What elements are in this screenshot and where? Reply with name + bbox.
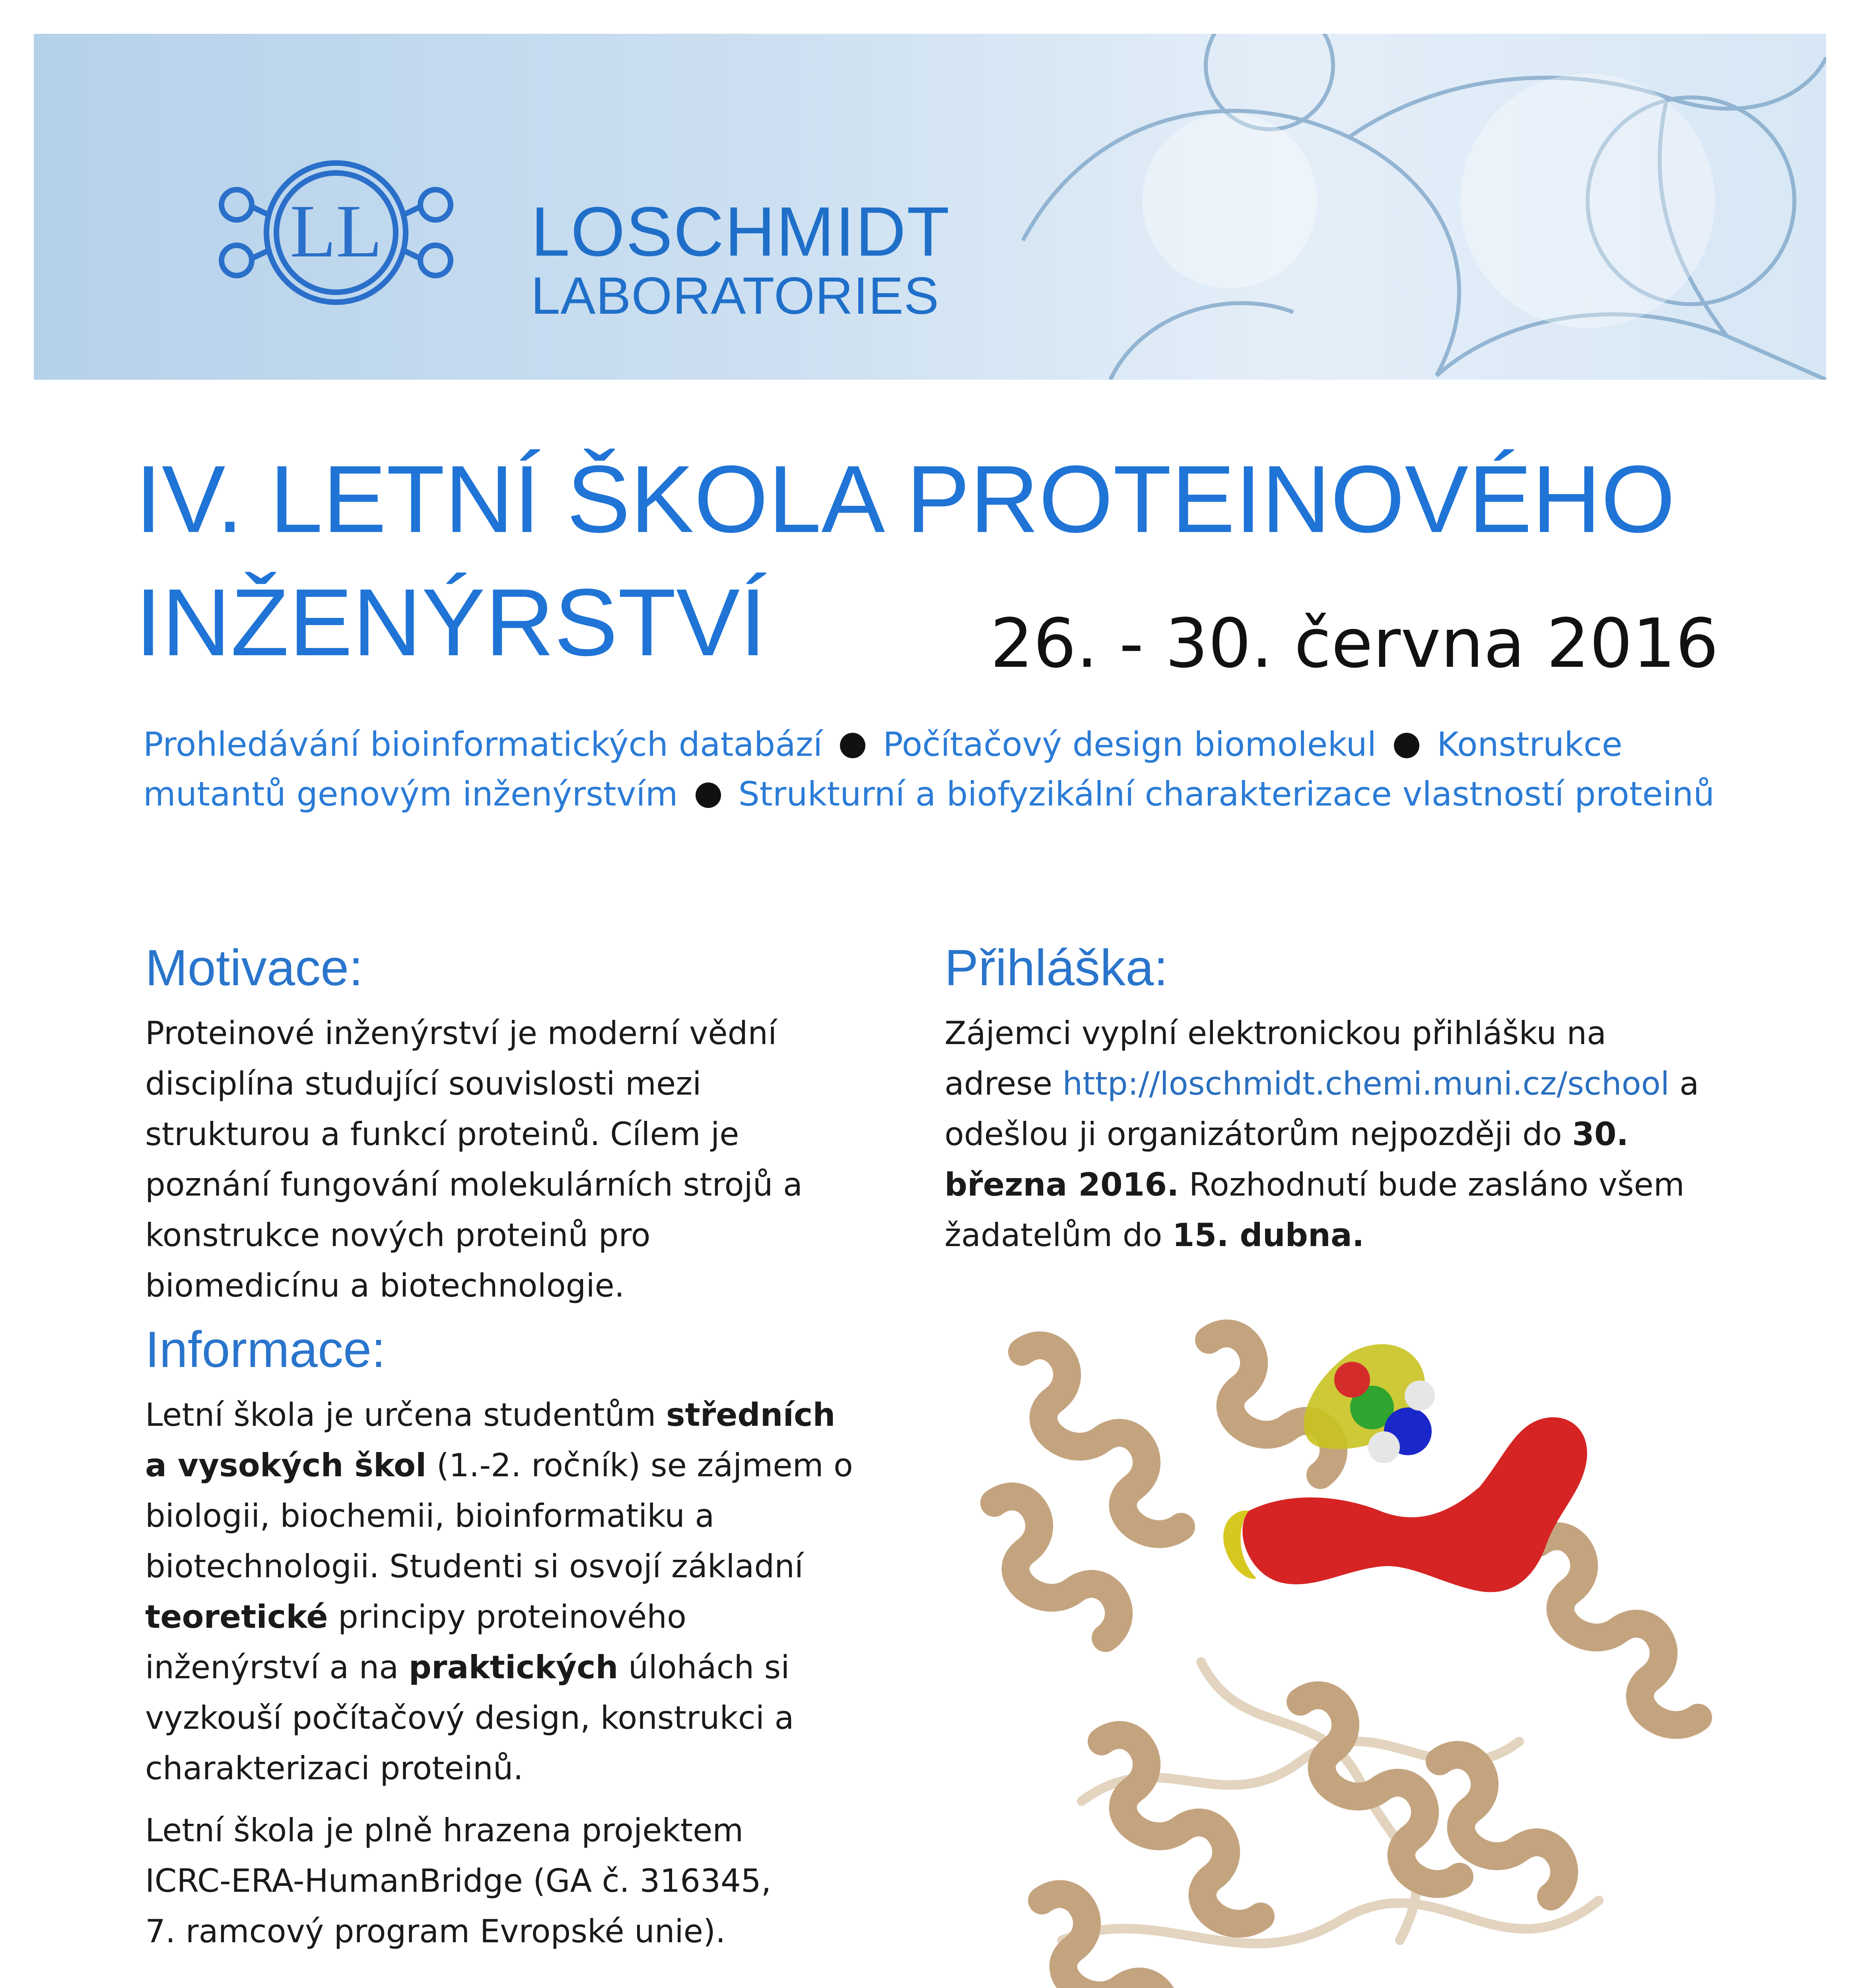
event-date: 26. - 30. června 2016 [990, 604, 1719, 683]
bullet-icon [840, 733, 865, 758]
motivace-section [145, 938, 853, 1311]
funding-line: 7. ramcový program Evropské unie). [145, 1913, 726, 1950]
funding-line: Letní škola je plně hrazena projektem [145, 1812, 744, 1849]
bubbles-decoration [991, 34, 1826, 380]
header-banner [34, 34, 1826, 380]
informace-text-part: (1.-2. ročník) se zájmem o biologii, biochemii, bioinformatiku a biotechnologii. Studenti si osvojí základní [145, 1447, 853, 1585]
protein-structure-image [962, 1304, 1738, 1988]
logo-monogram: LL [290, 190, 383, 273]
motivace-heading: Motivace: [145, 940, 363, 996]
informace-text-part: Letní škola je určena studentům [145, 1396, 666, 1433]
informace-text-part: principy proteinového inženýrství a na [145, 1598, 686, 1686]
logo-wordmark [531, 193, 950, 325]
topic-item: Prohledávání bioinformatických databází [143, 725, 823, 764]
informace-bold: středních a vysokých škol [145, 1396, 836, 1484]
prihlaska-heading: Přihláška: [945, 940, 1168, 996]
informace-bold: praktických [408, 1649, 618, 1686]
topic-item: Strukturní a biofyzikální charakterizace vlastností proteinů [738, 775, 1715, 813]
title-line2: INŽENÝRSTVÍ [135, 569, 766, 676]
bullet-icon [1394, 733, 1419, 758]
logo-line1: LOSCHMIDT [531, 193, 950, 271]
informace-text [145, 1390, 861, 1794]
application-link[interactable]: http://loschmidt.chemi.muni.cz/school [1062, 1065, 1670, 1102]
prihlaska-text-part: Zájemci vyplní elektronickou přihlášku na adrese [945, 1015, 1607, 1102]
informace-section [145, 1320, 861, 1794]
bullet-icon [696, 782, 721, 808]
prihlaska-text-part: Rozhodnutí bude zasláno všem žadatelům do [945, 1166, 1685, 1254]
funding-line: ICRC-ERA-HumanBridge (GA č. 316345, [145, 1862, 772, 1899]
informace-text-part: úlohách si vyzkouší počítačový design, konstrukci a charakterizaci proteinů. [145, 1649, 794, 1787]
title-line1: IV. LETNÍ ŠKOLA PROTEINOVÉHO [135, 446, 1675, 552]
prihlaska-text-part: a odešlou ji organizátorům nejpozději do [945, 1065, 1699, 1153]
logo-line2: LABORATORIES [531, 266, 939, 325]
topics-list [143, 720, 1774, 819]
motivace-text: Proteinové inženýrství je moderní vědní disciplína studující souvislosti mezi strukturou a funkcí proteinů. Cílem je poznání fungování molekulárních strojů a konstrukce nových proteinů pro biomedicínu a biotechnologie. [145, 1015, 803, 1304]
deadline-date: 30. března 2016. [945, 1116, 1629, 1203]
prihlaska-text [945, 1008, 1708, 1260]
funding-note [145, 1805, 771, 1957]
prihlaska-section [945, 938, 1708, 1260]
informace-heading: Informace: [145, 1321, 386, 1378]
decision-date: 15. dubna. [1172, 1217, 1364, 1254]
loschmidt-logo-icon [193, 137, 479, 328]
topic-item: Konstrukce mutantů genovým inženýrstvím [143, 725, 1623, 813]
topic-item: Počítačový design biomolekul [883, 725, 1377, 764]
informace-bold: teoretické [145, 1598, 328, 1635]
